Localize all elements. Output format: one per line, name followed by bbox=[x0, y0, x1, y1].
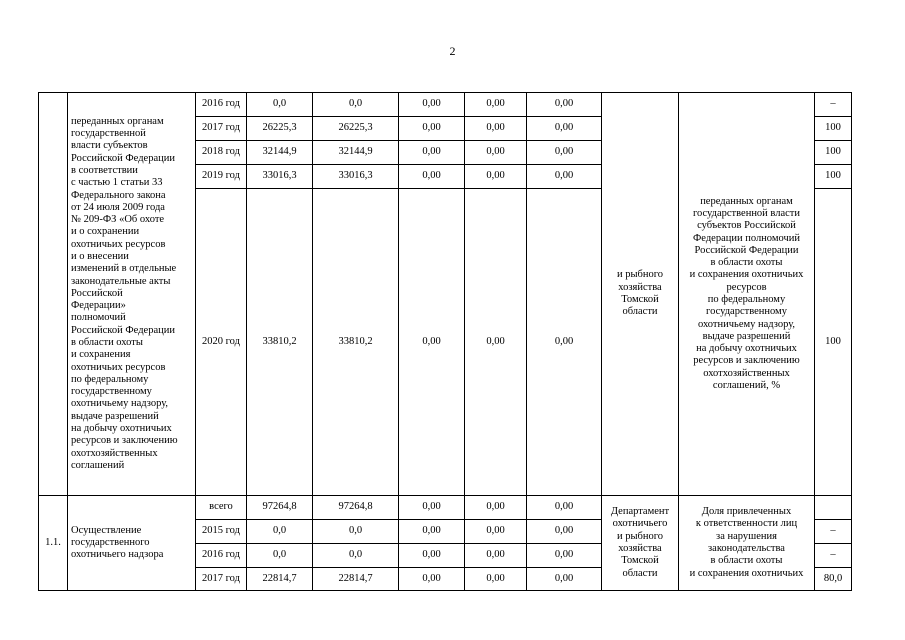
funding-cell: 0,00 bbox=[527, 117, 602, 141]
indicator-value: 80,0 bbox=[815, 568, 852, 591]
period-cell: 2019 год bbox=[196, 165, 247, 189]
indicator-value: 100 bbox=[815, 141, 852, 165]
funding-cell: 0,00 bbox=[399, 117, 465, 141]
funding-cell: 33810,2 bbox=[313, 189, 399, 496]
funding-cell: 0,0 bbox=[313, 520, 399, 544]
funding-cell: 0,00 bbox=[399, 189, 465, 496]
funding-cell: 0,0 bbox=[313, 93, 399, 117]
funding-cell: 0,00 bbox=[527, 544, 602, 568]
program-table bbox=[38, 92, 852, 591]
funding-cell: 0,00 bbox=[399, 544, 465, 568]
funding-cell: 0,00 bbox=[465, 117, 527, 141]
funding-cell: 0,00 bbox=[399, 568, 465, 591]
measure-description: переданных органам государственной власти субъектов Российской Федерации в соответствии с частью 1 статьи 33 Федерального закона от 24 июля 2009 года № 209-ФЗ «Об охоте и о сохранении охотничьих ресурсов и о внесении изменений в отдельные законодательные акты Российской Федерации» полномочий Российской Федерации в области охоты и сохранения охотничьих ресурсов по федеральному государственному охотничьему надзору, выдаче разрешений на добычу охотничьих ресурсов и заключению охотхозяйственных соглашений bbox=[68, 93, 196, 496]
funding-cell: 0,00 bbox=[399, 141, 465, 165]
indicator-value: – bbox=[815, 520, 852, 544]
funding-cell: 0,00 bbox=[399, 496, 465, 520]
total-cell: 32144,9 bbox=[247, 141, 313, 165]
indicator-value: 100 bbox=[815, 189, 852, 496]
page-number: 2 bbox=[449, 44, 456, 58]
indicator-cell: Доля привлеченных к ответственности лиц за нарушения законодательства в области охоты и сохранения охотничьих bbox=[679, 496, 815, 591]
index-cell: 1.1. bbox=[39, 496, 68, 591]
funding-cell: 0,00 bbox=[465, 568, 527, 591]
total-cell: 26225,3 bbox=[247, 117, 313, 141]
funding-cell: 0,00 bbox=[527, 496, 602, 520]
funding-cell: 0,00 bbox=[527, 568, 602, 591]
funding-cell: 0,00 bbox=[527, 189, 602, 496]
funding-cell: 0,0 bbox=[313, 544, 399, 568]
total-cell: 0,0 bbox=[247, 93, 313, 117]
funding-cell: 26225,3 bbox=[313, 117, 399, 141]
total-cell: 0,0 bbox=[247, 520, 313, 544]
indicator-value: – bbox=[815, 93, 852, 117]
funding-cell: 0,00 bbox=[465, 496, 527, 520]
funding-cell: 0,00 bbox=[527, 141, 602, 165]
indicator-value bbox=[815, 496, 852, 520]
funding-cell: 0,00 bbox=[527, 93, 602, 117]
total-cell: 33810,2 bbox=[247, 189, 313, 496]
funding-cell: 33016,3 bbox=[313, 165, 399, 189]
period-cell: 2020 год bbox=[196, 189, 247, 496]
funding-cell: 97264,8 bbox=[313, 496, 399, 520]
indicator-value: – bbox=[815, 544, 852, 568]
funding-cell: 22814,7 bbox=[313, 568, 399, 591]
funding-cell: 0,00 bbox=[465, 544, 527, 568]
total-cell: 33016,3 bbox=[247, 165, 313, 189]
index-cell bbox=[39, 93, 68, 496]
period-cell: всего bbox=[196, 496, 247, 520]
funding-cell: 0,00 bbox=[399, 93, 465, 117]
funding-cell: 0,00 bbox=[527, 165, 602, 189]
measure-description: Осуществление государственного охотничьего надзора bbox=[68, 496, 196, 591]
table-row bbox=[39, 496, 852, 520]
funding-cell: 0,00 bbox=[465, 93, 527, 117]
period-cell: 2015 год bbox=[196, 520, 247, 544]
period-cell: 2016 год bbox=[196, 93, 247, 117]
funding-cell: 0,00 bbox=[399, 520, 465, 544]
funding-cell: 0,00 bbox=[465, 141, 527, 165]
period-cell: 2017 год bbox=[196, 117, 247, 141]
indicator-value: 100 bbox=[815, 165, 852, 189]
total-cell: 97264,8 bbox=[247, 496, 313, 520]
indicator-cell: переданных органам государственной власти субъектов Российской Федерации полномочий Российской Федерации в области охоты и сохранения охотничьих ресурсов по федеральному государственному охотничьему надзору, выдаче разрешений на добычу охотничьих ресурсов и заключению охотхозяйственных соглашений, % bbox=[679, 93, 815, 496]
funding-cell: 0,00 bbox=[465, 189, 527, 496]
funding-cell: 0,00 bbox=[465, 520, 527, 544]
indicator-value: 100 bbox=[815, 117, 852, 141]
table-row bbox=[39, 93, 852, 117]
executor-cell: и рыбного хозяйства Томской области bbox=[602, 93, 679, 496]
funding-cell: 32144,9 bbox=[313, 141, 399, 165]
funding-cell: 0,00 bbox=[465, 165, 527, 189]
total-cell: 0,0 bbox=[247, 544, 313, 568]
period-cell: 2018 год bbox=[196, 141, 247, 165]
total-cell: 22814,7 bbox=[247, 568, 313, 591]
period-cell: 2017 год bbox=[196, 568, 247, 591]
funding-cell: 0,00 bbox=[399, 165, 465, 189]
period-cell: 2016 год bbox=[196, 544, 247, 568]
executor-cell: Департамент охотничьего и рыбного хозяйства Томской области bbox=[602, 496, 679, 591]
funding-cell: 0,00 bbox=[527, 520, 602, 544]
